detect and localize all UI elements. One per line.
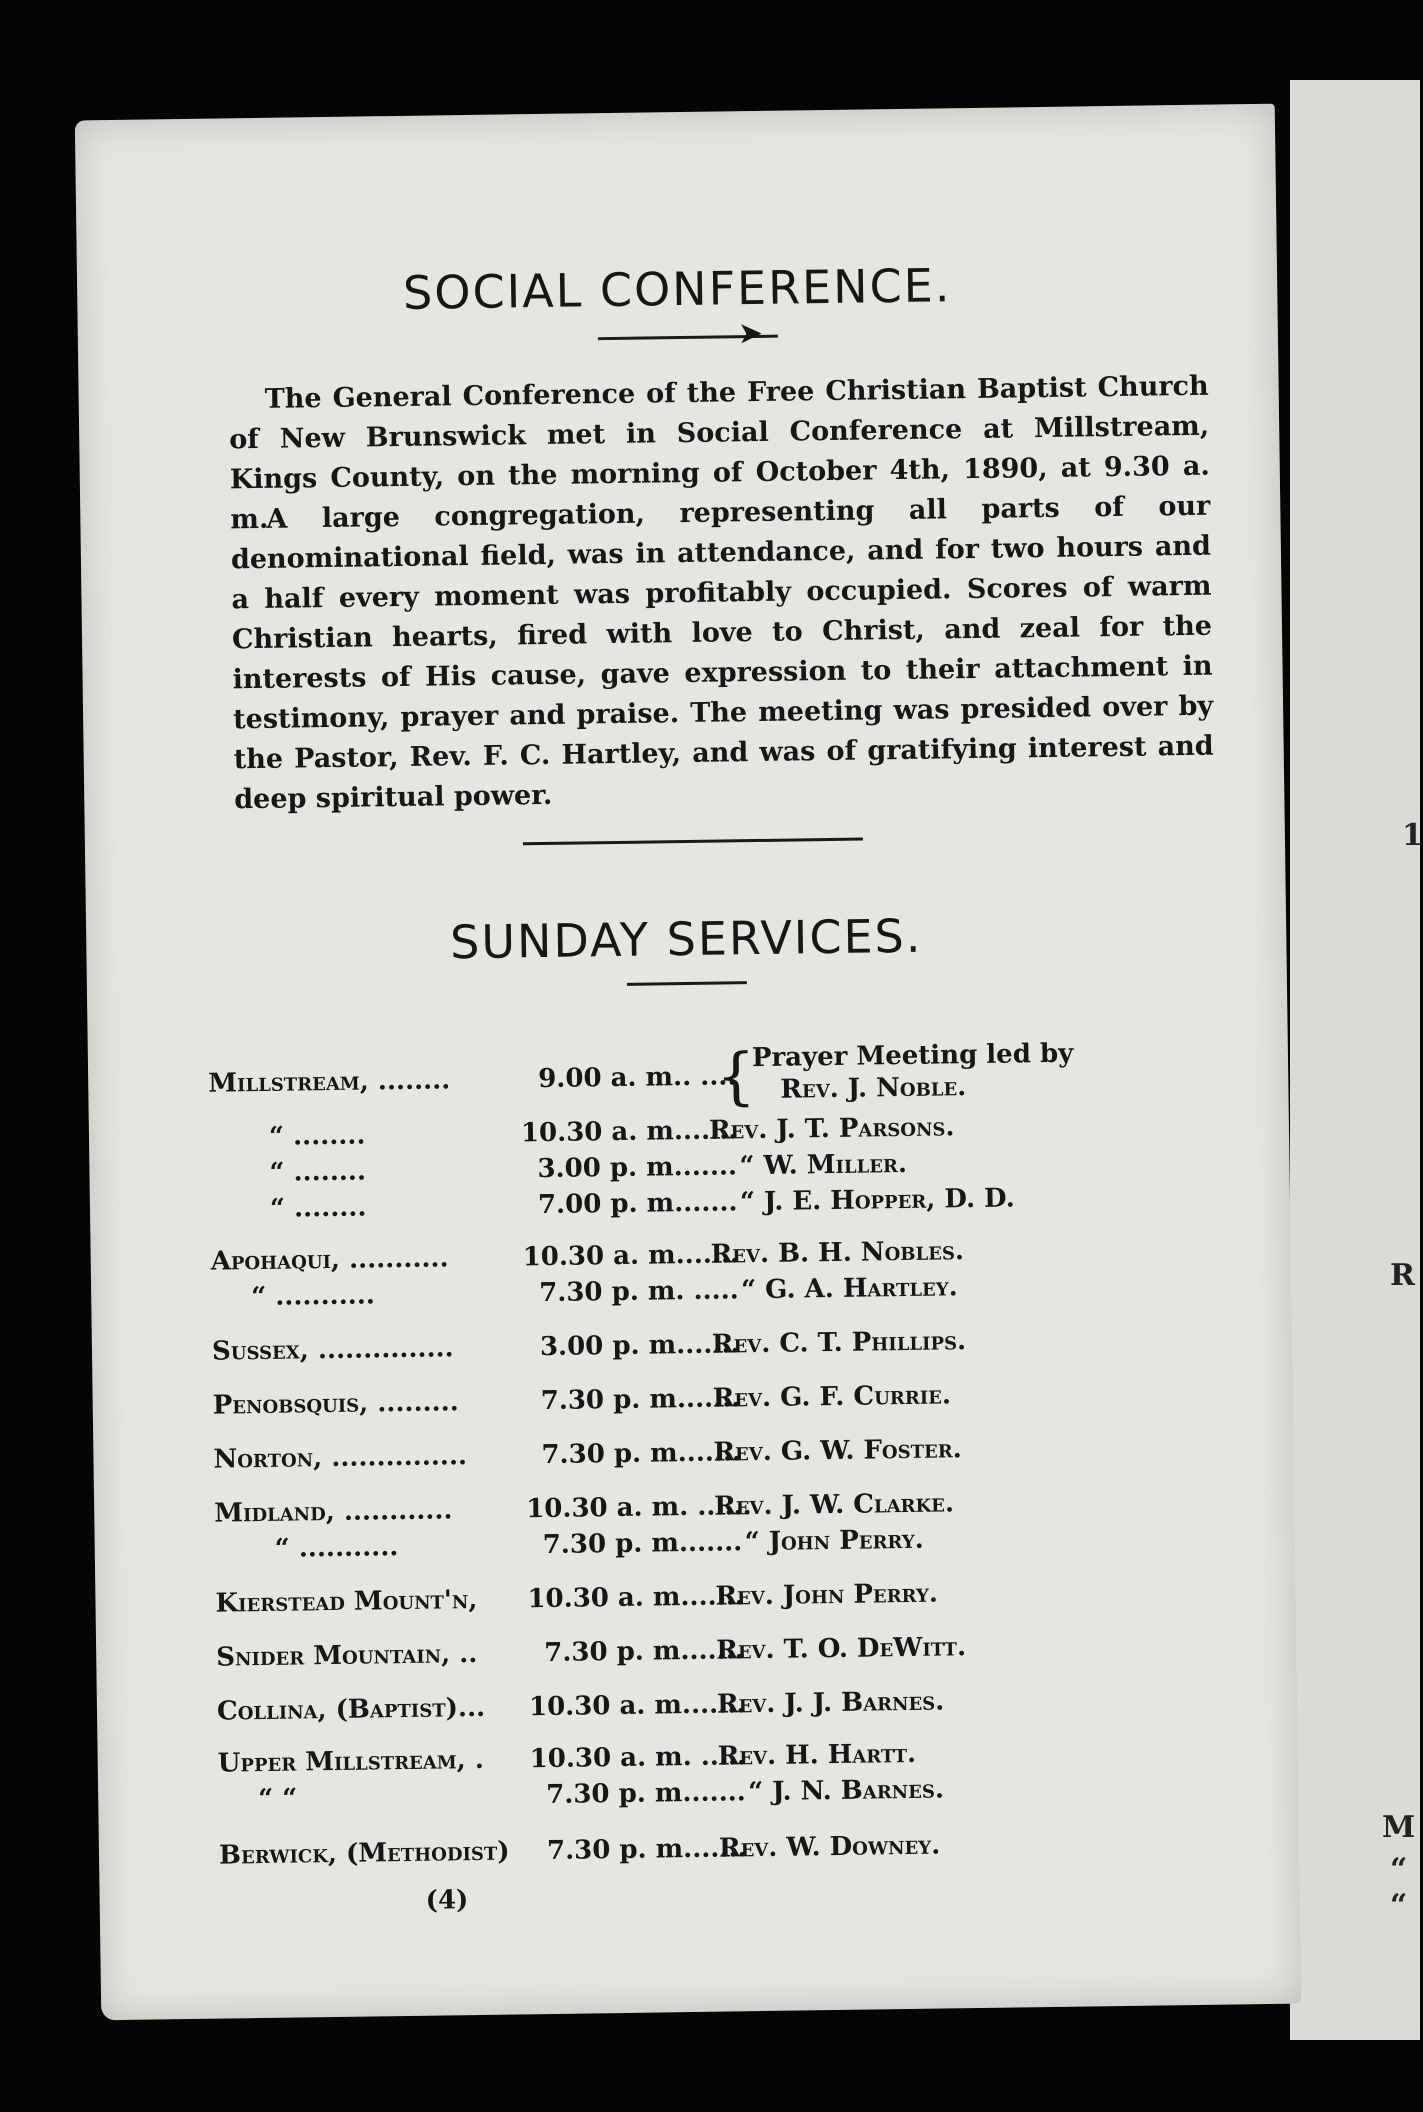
service-time: 7.30 p. m.......: [544, 1635, 744, 1669]
service-place: “ ........: [269, 1192, 367, 1224]
service-minister: Rev. W. Downey.: [718, 1830, 941, 1864]
service-place: “ ...........: [251, 1280, 376, 1313]
list-item: [93, 1376, 1293, 1429]
service-time: 7.30 p. m. .....: [539, 1275, 739, 1309]
service-time: 7.30 p. m.......: [540, 1383, 741, 1417]
service-minister: “ W. Miller.: [739, 1148, 908, 1182]
section-divider: [523, 838, 863, 846]
service-time: 9.00 a. m.. ....: [538, 1061, 737, 1095]
service-place: Penobsquis, .........: [212, 1387, 459, 1421]
service-place: Berwick, (Methodist): [218, 1836, 510, 1871]
service-minister: Rev. G. F. Currie.: [712, 1380, 952, 1414]
service-time: 10.30 a. m.......: [527, 1581, 744, 1615]
list-item: [92, 1322, 1292, 1375]
next-page-edge: [1290, 80, 1423, 2040]
service-time: 10.30 a. m. ......: [526, 1491, 752, 1525]
page-number: (4): [425, 1885, 469, 1916]
list-item: [93, 1430, 1293, 1483]
service-minister: Rev. J. W. Clarke.: [714, 1488, 955, 1522]
service-minister: Rev. B. H. Nobles.: [710, 1236, 965, 1270]
service-time: 10.30 a. m. .....: [529, 1741, 747, 1775]
service-minister: Rev. J. Noble.: [780, 1072, 967, 1105]
service-place: “ “: [258, 1783, 298, 1815]
brace-icon: {: [715, 1039, 757, 1113]
service-time: 10.30 a. m.......: [528, 1689, 746, 1723]
service-place: “ ........: [269, 1156, 367, 1188]
service-minister: “ G. A. Hartley.: [740, 1272, 958, 1306]
list-item: [95, 1574, 1295, 1627]
service-place: Collina, (Baptist)...: [216, 1692, 486, 1727]
intro-paragraph: The General Conference of the Free Christian Baptist Church of New Brunswick met in Social Conference at Millstream, Kings County, on the morning of October 4th, 1890, at 9.30 a. m.: [229, 370, 1210, 536]
service-minister: “ John Perry.: [744, 1524, 924, 1558]
service-time: 7.30 p. m.......: [542, 1527, 743, 1561]
arrow-ornament-icon: ➤: [737, 315, 764, 352]
body-paragraph: A large congregation, representing all parts of our denominational field, was in attendance, and for two hours and a half every moment was profitably occupied. Scores of warm Christian hearts, fired with love to Christ, and zeal for the interests of His cause, gave expression to their attachment in testimony, prayer and praise. The meeting was presided over by the Pastor, Rev. F. C. Hartley, and was of gratifying interest and deep spiritual power.: [230, 490, 1214, 816]
section-title: SUNDAY SERVICES.: [449, 908, 923, 970]
list-item: [97, 1682, 1297, 1735]
page-title: SOCIAL CONFERENCE.: [402, 258, 952, 320]
service-time: 10.30 a. m.......: [520, 1115, 738, 1149]
list-item: [88, 1038, 1288, 1113]
service-place: Norton, ...............: [213, 1441, 468, 1475]
service-minister: Rev. G. W. Foster.: [713, 1434, 962, 1468]
service-minister: “ J. N. Barnes.: [747, 1774, 945, 1808]
service-place: Millstream, ........: [208, 1065, 451, 1099]
service-time: 7.30 p. m.......: [546, 1777, 746, 1811]
next-page-fragment: M: [1382, 1810, 1416, 1845]
service-time: 3.00 p. m.......: [537, 1151, 738, 1185]
next-page-fragment: R: [1390, 1258, 1415, 1293]
list-item: [96, 1628, 1296, 1681]
service-time: 7.00 p. m.......: [537, 1187, 738, 1221]
next-page-fragment: 1: [1402, 818, 1423, 853]
document-page: [75, 104, 1301, 2021]
service-place: Kierstead Mount'n,: [215, 1584, 478, 1619]
next-page-fragment: “: [1390, 1852, 1408, 1887]
service-minister: “ J. E. Hopper, D. D.: [739, 1183, 1015, 1218]
service-minister: Prayer Meeting led by: [751, 1038, 1074, 1074]
service-time: 10.30 a. m.......: [522, 1239, 740, 1273]
service-place: Upper Millstream, .: [217, 1744, 485, 1779]
service-place: Snider Mountain, ..: [216, 1639, 478, 1673]
service-minister: Rev. H. Hartt.: [717, 1738, 917, 1772]
list-item: [99, 1826, 1299, 1879]
section-title-underline: [627, 981, 747, 986]
service-minister: Rev. J. J. Barnes.: [716, 1686, 945, 1720]
service-time: 7.30 p. m.......: [546, 1833, 747, 1867]
service-place: Sussex, ...............: [211, 1333, 454, 1367]
service-place: “ ...........: [274, 1532, 399, 1564]
service-place: “ ........: [268, 1120, 366, 1152]
next-page-fragment: “: [1390, 1888, 1408, 1923]
service-time: 3.00 p. m.......: [539, 1329, 740, 1363]
service-minister: Rev. T. O. DeWitt.: [716, 1632, 967, 1666]
service-minister: Rev. C. T. Phillips.: [711, 1326, 967, 1360]
service-place: Midland, ............: [214, 1495, 453, 1529]
service-time: 7.30 p. m.......: [541, 1437, 742, 1471]
service-place: Apohaqui, ...........: [210, 1243, 449, 1277]
service-minister: Rev. J. T. Parsons.: [708, 1112, 955, 1146]
service-minister: Rev. John Perry.: [715, 1578, 939, 1612]
